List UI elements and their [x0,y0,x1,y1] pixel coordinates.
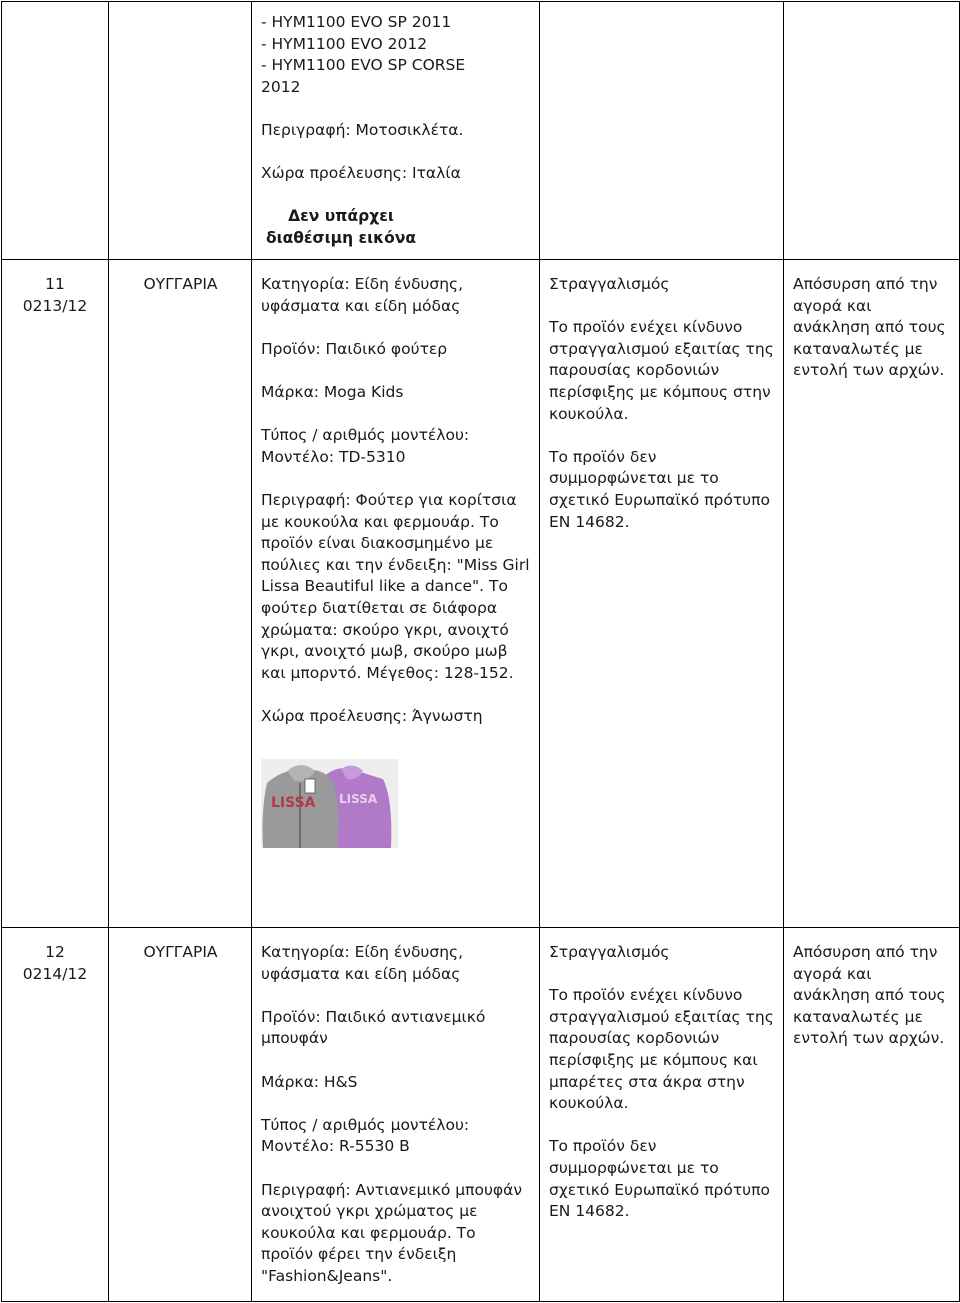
product-description: Περιγραφή: Φούτερ για κορίτσια με κουκούλα και φερμουάρ. Το προϊόν είναι διακοσμημένο με πούλιες και την ένδειξη: "Miss Girl Lissa Beautiful like a dance". Το φούτερ διατίθεται σε διάφορα χρώματα: σκούρο γκρι, ανοιχτό γκρι, ανοιχτό μωβ, σκούρο μωβ και μπορντό. Μέγεθος: 128-152. [261,490,530,682]
country-of-origin: Χώρα προέλευσης: Άγνωστη [261,706,483,725]
standard-compliance: Το προϊόν δεν συμμορφώνεται με το σχετικό Ευρωπαϊκό πρότυπο EN 14682. [549,447,770,531]
product-cell [252,260,540,928]
risk-cell [540,928,784,1302]
product-photo [261,759,398,848]
country-cell [109,928,252,1302]
product-cell [252,928,540,1302]
product-line: - HYM1100 EVO SP 2011 [261,13,452,31]
risk-type: Στραγγαλισμός [549,275,670,293]
risk-description: Το προϊόν ενέχει κίνδυνο στραγγαλισμού εξαιτίας της παρουσίας κορδονιών περίσφιξης με κόμπους στην κουκούλα. [549,318,774,423]
risk-type: Στραγγαλισμός [549,943,670,961]
row-number-cell [2,260,109,928]
measures-cell [784,2,960,260]
notifying-country: ΟΥΓΓΑΡΙΑ [143,943,218,961]
risk-cell [540,2,784,260]
purple-hoodie-print: LISSA [339,792,378,807]
product-line: 2012 [261,77,301,96]
grey-hoodie-print: LISSA [271,795,316,812]
notifying-country: ΟΥΓΓΑΡΙΑ [143,275,218,293]
product-description: Περιγραφή: Μοτοσικλέτα. [261,120,464,139]
table-row [2,2,960,260]
hoodies-image [261,759,398,848]
product-category: Κατηγορία: Είδη ένδυσης, υφάσματα και είδη μόδας [261,943,464,983]
no-image-notice: Δεν υπάρχει διαθέσιμη εικόνα [265,207,417,247]
country-cell [109,2,252,260]
notification-code: 0214/12 [22,964,88,983]
row-number-cell [2,2,109,260]
measures-taken: Απόσυρση από την αγορά και ανάκληση από τους καταναλωτές με εντολή των αρχών. [793,275,946,380]
product-name: Προϊόν: Παιδικό φούτερ [261,339,448,358]
product-model: Τύπος / αριθμός μοντέλου: Μοντέλο: TD-5310 [261,426,470,466]
measures-cell [784,260,960,928]
product-cell [252,2,540,260]
product-model: Τύπος / αριθμός μοντέλου: Μοντέλο: R-5530 B [261,1115,470,1156]
row-number: 11 [45,275,65,293]
product-category: Κατηγορία: Είδη ένδυσης, υφάσματα και είδη μόδας [261,275,464,315]
product-brand: Μάρκα: H&S [261,1072,358,1091]
risk-cell [540,260,784,928]
country-of-origin: Χώρα προέλευσης: Ιταλία [261,164,461,183]
country-cell [109,260,252,928]
product-description: Περιγραφή: Αντιανεμικό μπουφάν ανοιχτού γκρι χρώματος με κουκούλα και φερμουάρ. Το προϊόν φέρει την ένδειξη "Fashion&Jeans". [261,1180,523,1285]
product-alert-table [1,1,960,1302]
product-line: - HYM1100 EVO 2012 [261,34,428,53]
row-number: 12 [45,943,65,961]
table-row [2,928,960,1302]
risk-description: Το προϊόν ενέχει κίνδυνο στραγγαλισμού εξαιτίας της παρουσίας κορδονιών περίσφιξης με κόμπους και μπαρέτες στα άκρα στην κουκούλα. [549,986,774,1113]
standard-compliance: Το προϊόν δεν συμμορφώνεται με το σχετικό Ευρωπαϊκό πρότυπο EN 14682. [549,1137,770,1221]
product-line: - HYM1100 EVO SP CORSE [261,56,466,75]
measures-cell [784,928,960,1302]
product-brand: Μάρκα: Moga Kids [261,382,404,401]
notification-code: 0213/12 [22,296,88,315]
table-row [2,260,960,928]
row-number-cell [2,928,109,1302]
measures-taken: Απόσυρση από την αγορά και ανάκληση από τους καταναλωτές με εντολή των αρχών. [793,943,946,1048]
product-name: Προϊόν: Παιδικό αντιανεμικό μπουφάν [261,1007,486,1048]
